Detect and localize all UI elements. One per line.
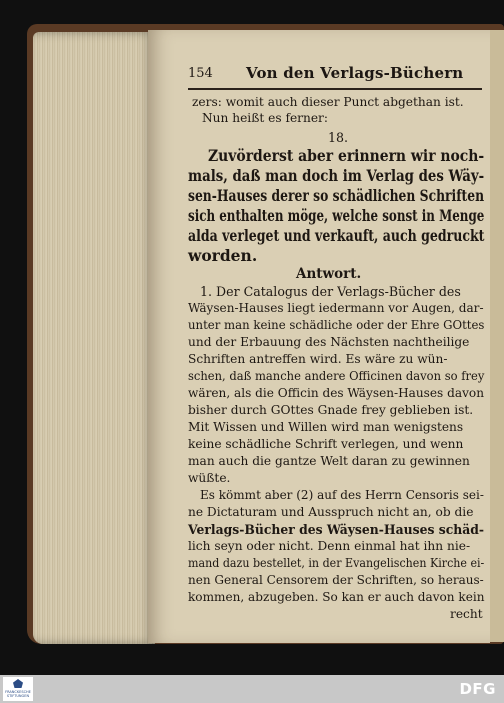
- section-number: 18.: [328, 130, 349, 145]
- text-line: sich enthalten möge, welche sonst in Menge: [188, 206, 485, 225]
- text-line: zers: womit auch dieser Punct abgethan ist.: [192, 95, 464, 109]
- text-line: schen, daß manche andere Officinen davon so frey: [188, 369, 485, 383]
- text-line: sen-Hauses derer so schädlichen Schriften: [188, 186, 485, 205]
- answer-heading: Antwort.: [296, 266, 362, 282]
- catchword: recht: [450, 607, 483, 621]
- page-header: [188, 64, 484, 88]
- viewer-footer-bar: [0, 675, 504, 703]
- text-line: wären, als die Officin des Wäysen-Hauses davon: [188, 386, 485, 400]
- text-line: Wäysen-Hauses liegt iedermann vor Augen, dar-: [188, 301, 484, 315]
- text-line: man auch die gantze Welt daran zu gewinnen: [188, 454, 470, 468]
- text-line: Verlags-Bücher des Wäysen-Hauses schäd-: [188, 522, 485, 537]
- dfg-logo[interactable]: DFG: [459, 680, 496, 698]
- text-line: kommen, abzugeben. So kan er auch davon kein: [188, 590, 485, 604]
- institution-logo[interactable]: [3, 677, 33, 701]
- page-number: 154: [188, 66, 213, 81]
- text-line: Zuvörderst aber erinnern wir noch-: [208, 146, 485, 165]
- text-line: bisher durch GOttes Gnade frey geblieben ist.: [188, 403, 474, 417]
- text-line: 1. Der Catalogus der Verlags-Bücher des: [200, 284, 461, 299]
- adjacent-page: [488, 30, 504, 642]
- logo-emblem-icon: [13, 679, 23, 688]
- text-line: Mit Wissen und Willen wird man wenigstens: [188, 420, 464, 434]
- text-line: Es kömmt aber (2) auf des Herrn Censoris sei-: [200, 488, 484, 502]
- text-line: unter man keine schädliche oder der Ehre GOttes: [188, 318, 485, 332]
- text-line: worden.: [188, 246, 258, 265]
- text-line: Nun heißt es ferner:: [202, 111, 328, 125]
- header-rule: [188, 88, 482, 90]
- text-line: mand dazu bestellet, in der Evangelischen Kirche ei-: [188, 556, 485, 570]
- text-line: keine schädliche Schrift verlegen, und wenn: [188, 437, 464, 451]
- text-line: mals, daß man doch im Verlag des Wäy-: [188, 166, 485, 185]
- running-title: Von den Verlags-Büchern: [246, 64, 464, 82]
- text-line: Schriften antreffen wird. Es wäre zu wün-: [188, 352, 448, 366]
- logo-text: FRANCKESCHE STIFTUNGEN: [5, 690, 31, 698]
- text-line: und der Erbauung des Nächsten nachtheilige: [188, 335, 470, 349]
- text-line: ne Dictaturam und Ausspruch nicht an, ob die: [188, 505, 474, 519]
- text-line: lich seyn oder nicht. Denn einmal hat ihn nie-: [188, 539, 471, 553]
- page-edges: [33, 32, 155, 644]
- text-line: wüßte.: [188, 471, 231, 485]
- text-line: nen General Censorem der Schriften, so heraus-: [188, 573, 484, 587]
- text-line: alda verleget und verkauft, auch gedruckt: [188, 226, 485, 245]
